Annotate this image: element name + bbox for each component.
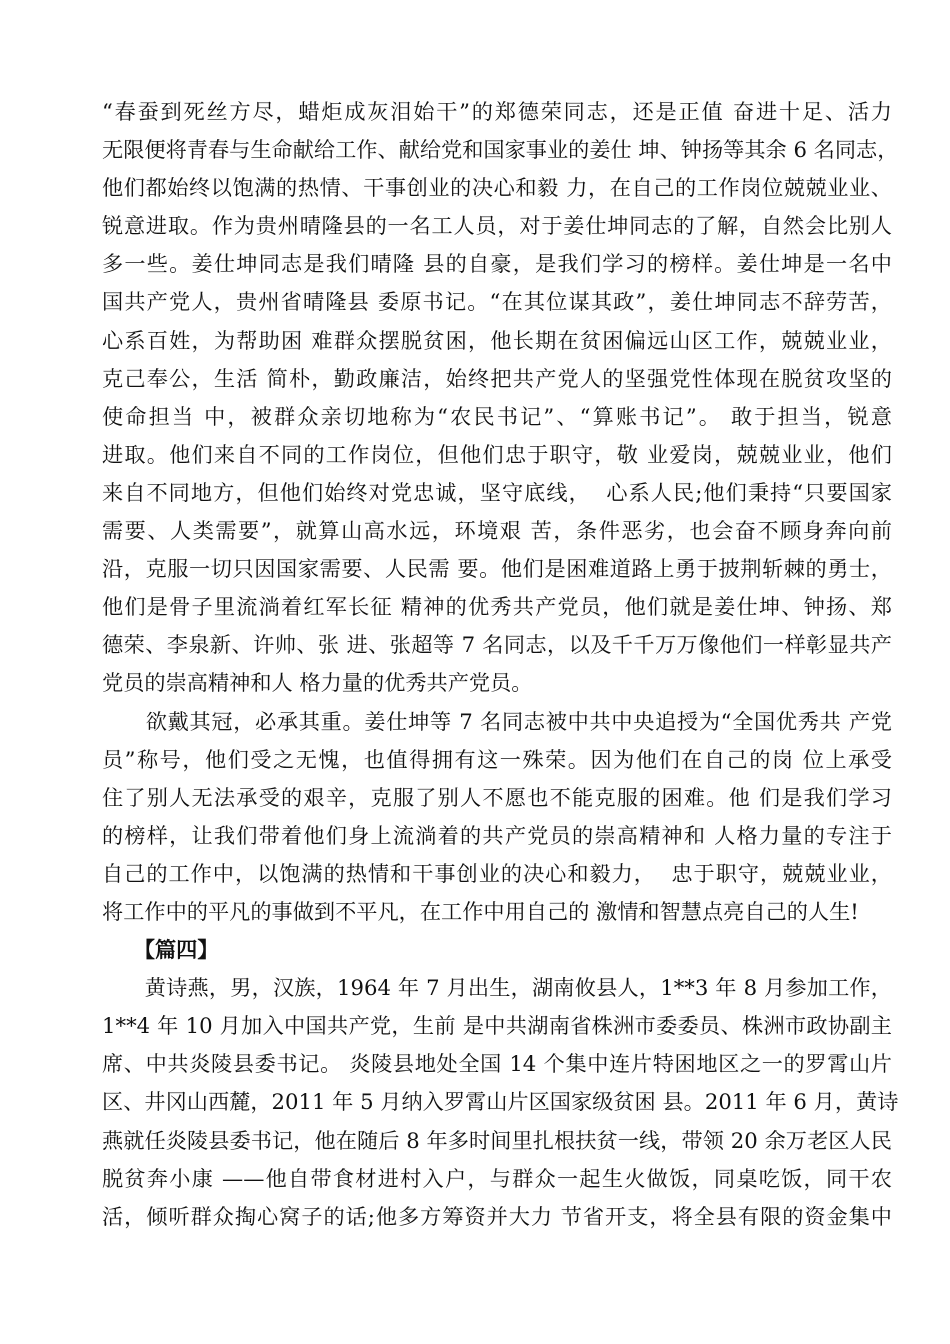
text-line: 脱贫奔小康 ——他自带食材进村入户，与群众一起生火做饭，同桌吃饭，同干农 <box>102 1165 892 1191</box>
paragraph-3 <box>102 969 899 1236</box>
text-line: 区、井冈山西麓，2011 年 5 月纳入罗霄山片区国家级贫困 县。2011 年 6 月，黄诗 <box>102 1089 899 1115</box>
text-line: 席、中共炎陵县委书记。 炎陵县地处全国 14 个集中连片特困地区之一的罗霄山片 <box>102 1051 892 1077</box>
text-line: 他们都始终以饱满的热情、干事创业的决心和毅 力，在自己的工作岗位兢兢业业、 <box>102 175 892 201</box>
text-line: 需要、人类需要”，就算山高水远，环境艰 苦，条件恶劣，也会奋不顾身奔向前 <box>102 518 892 544</box>
text-line: 无限便将青春与生命献给工作、献给党和国家事业的姜仕 坤、钟扬等其余 6 名同志， <box>102 137 899 163</box>
text-line: 住了别人无法承受的艰辛，克服了别人不愿也不能克服的困难。他 们是我们学习 <box>102 784 892 810</box>
text-line: 黄诗燕，男，汉族，1964 年 7 月出生，湖南攸县人，1**3 年 8 月参加工作， <box>102 975 892 1001</box>
text-line: 国共产党人，贵州省晴隆县 委原书记。“在其位谋其政”，姜仕坤同志不辞劳苦， <box>102 289 892 315</box>
text-line: 心系百姓，为帮助困 难群众摆脱贫困，他长期在贫困偏远山区工作，兢兢业业， <box>102 327 892 353</box>
text-line: 来自不同地方，但他们始终对党忠诚，坚守底线， 心系人民;他们秉持“只要国家 <box>102 479 892 505</box>
text-line: 使命担当 中，被群众亲切地称为“农民书记”、“算账书记”。 敢于担当，锐意 <box>102 403 892 429</box>
text-line: 锐意进取。作为贵州晴隆县的一名工人员，对于姜仕坤同志的了解，自然会比别人 <box>102 213 892 239</box>
text-line: “春蚕到死丝方尽，蜡炬成灰泪始干”的郑德荣同志，还是正值 奋进十足、活力 <box>102 99 892 124</box>
text-line: 的榜样，让我们带着他们身上流淌着的共产党员的崇高精神和 人格力量的专注于 <box>102 822 892 848</box>
text-line: 克己奉公，生活 简朴，勤政廉洁，始终把共产党人的坚强党性体现在脱贫攻坚的 <box>102 365 892 391</box>
text-line: 燕就任炎陵县委书记，他在随后 8 年多时间里扎根扶贫一线，带领 20 余万老区人民 <box>102 1127 892 1153</box>
section-heading: 【篇四】 <box>102 937 219 963</box>
paragraph-2 <box>102 703 892 932</box>
text-line: 活，倾听群众掏心窝子的话;他多方筹资并大力 节省开支，将全县有限的资金集中 <box>102 1203 892 1229</box>
paragraph-1 <box>102 93 899 703</box>
text-line: 将工作中的平凡的事做到不平凡，在工作中用自己的 激情和智慧点亮自己的人生! <box>102 898 859 924</box>
text-line: 员”称号，他们受之无愧，也值得拥有这一殊荣。因为他们在自己的岗 位上承受 <box>102 746 892 772</box>
text-line: 他们是骨子里流淌着红军长征 精神的优秀共产党员，他们就是姜仕坤、钟扬、郑 <box>102 594 892 620</box>
document-page <box>102 93 899 1236</box>
text-line: 进取。他们来自不同的工作岗位，但他们忠于职守，敬 业爱岗，兢兢业业，他们 <box>102 441 892 467</box>
text-line: 自己的工作中，以饱满的热情和干事创业的决心和毅力， 忠于职守，兢兢业业， <box>102 860 892 886</box>
text-line: 党员的崇高精神和人 格力量的优秀共产党员。 <box>102 670 533 696</box>
text-line: 1**4 年 10 月加入中国共产党，生前 是中共湖南省株洲市委委员、株洲市政协副主 <box>102 1013 892 1039</box>
text-line: 多一些。姜仕坤同志是我们晴隆 县的自豪，是我们学习的榜样。姜仕坤是一名中 <box>102 251 892 277</box>
text-line: 欲戴其冠，必承其重。姜仕坤等 7 名同志被中共中央追授为“全国优秀共 产党 <box>102 708 892 734</box>
text-line: 德荣、李泉新、许帅、张 进、张超等 7 名同志，以及千千万万像他们一样彰显共产 <box>102 632 892 658</box>
text-line: 沿，克服一切只因国家需要、人民需 要。他们是困难道路上勇于披荆斩棘的勇士， <box>102 556 892 582</box>
